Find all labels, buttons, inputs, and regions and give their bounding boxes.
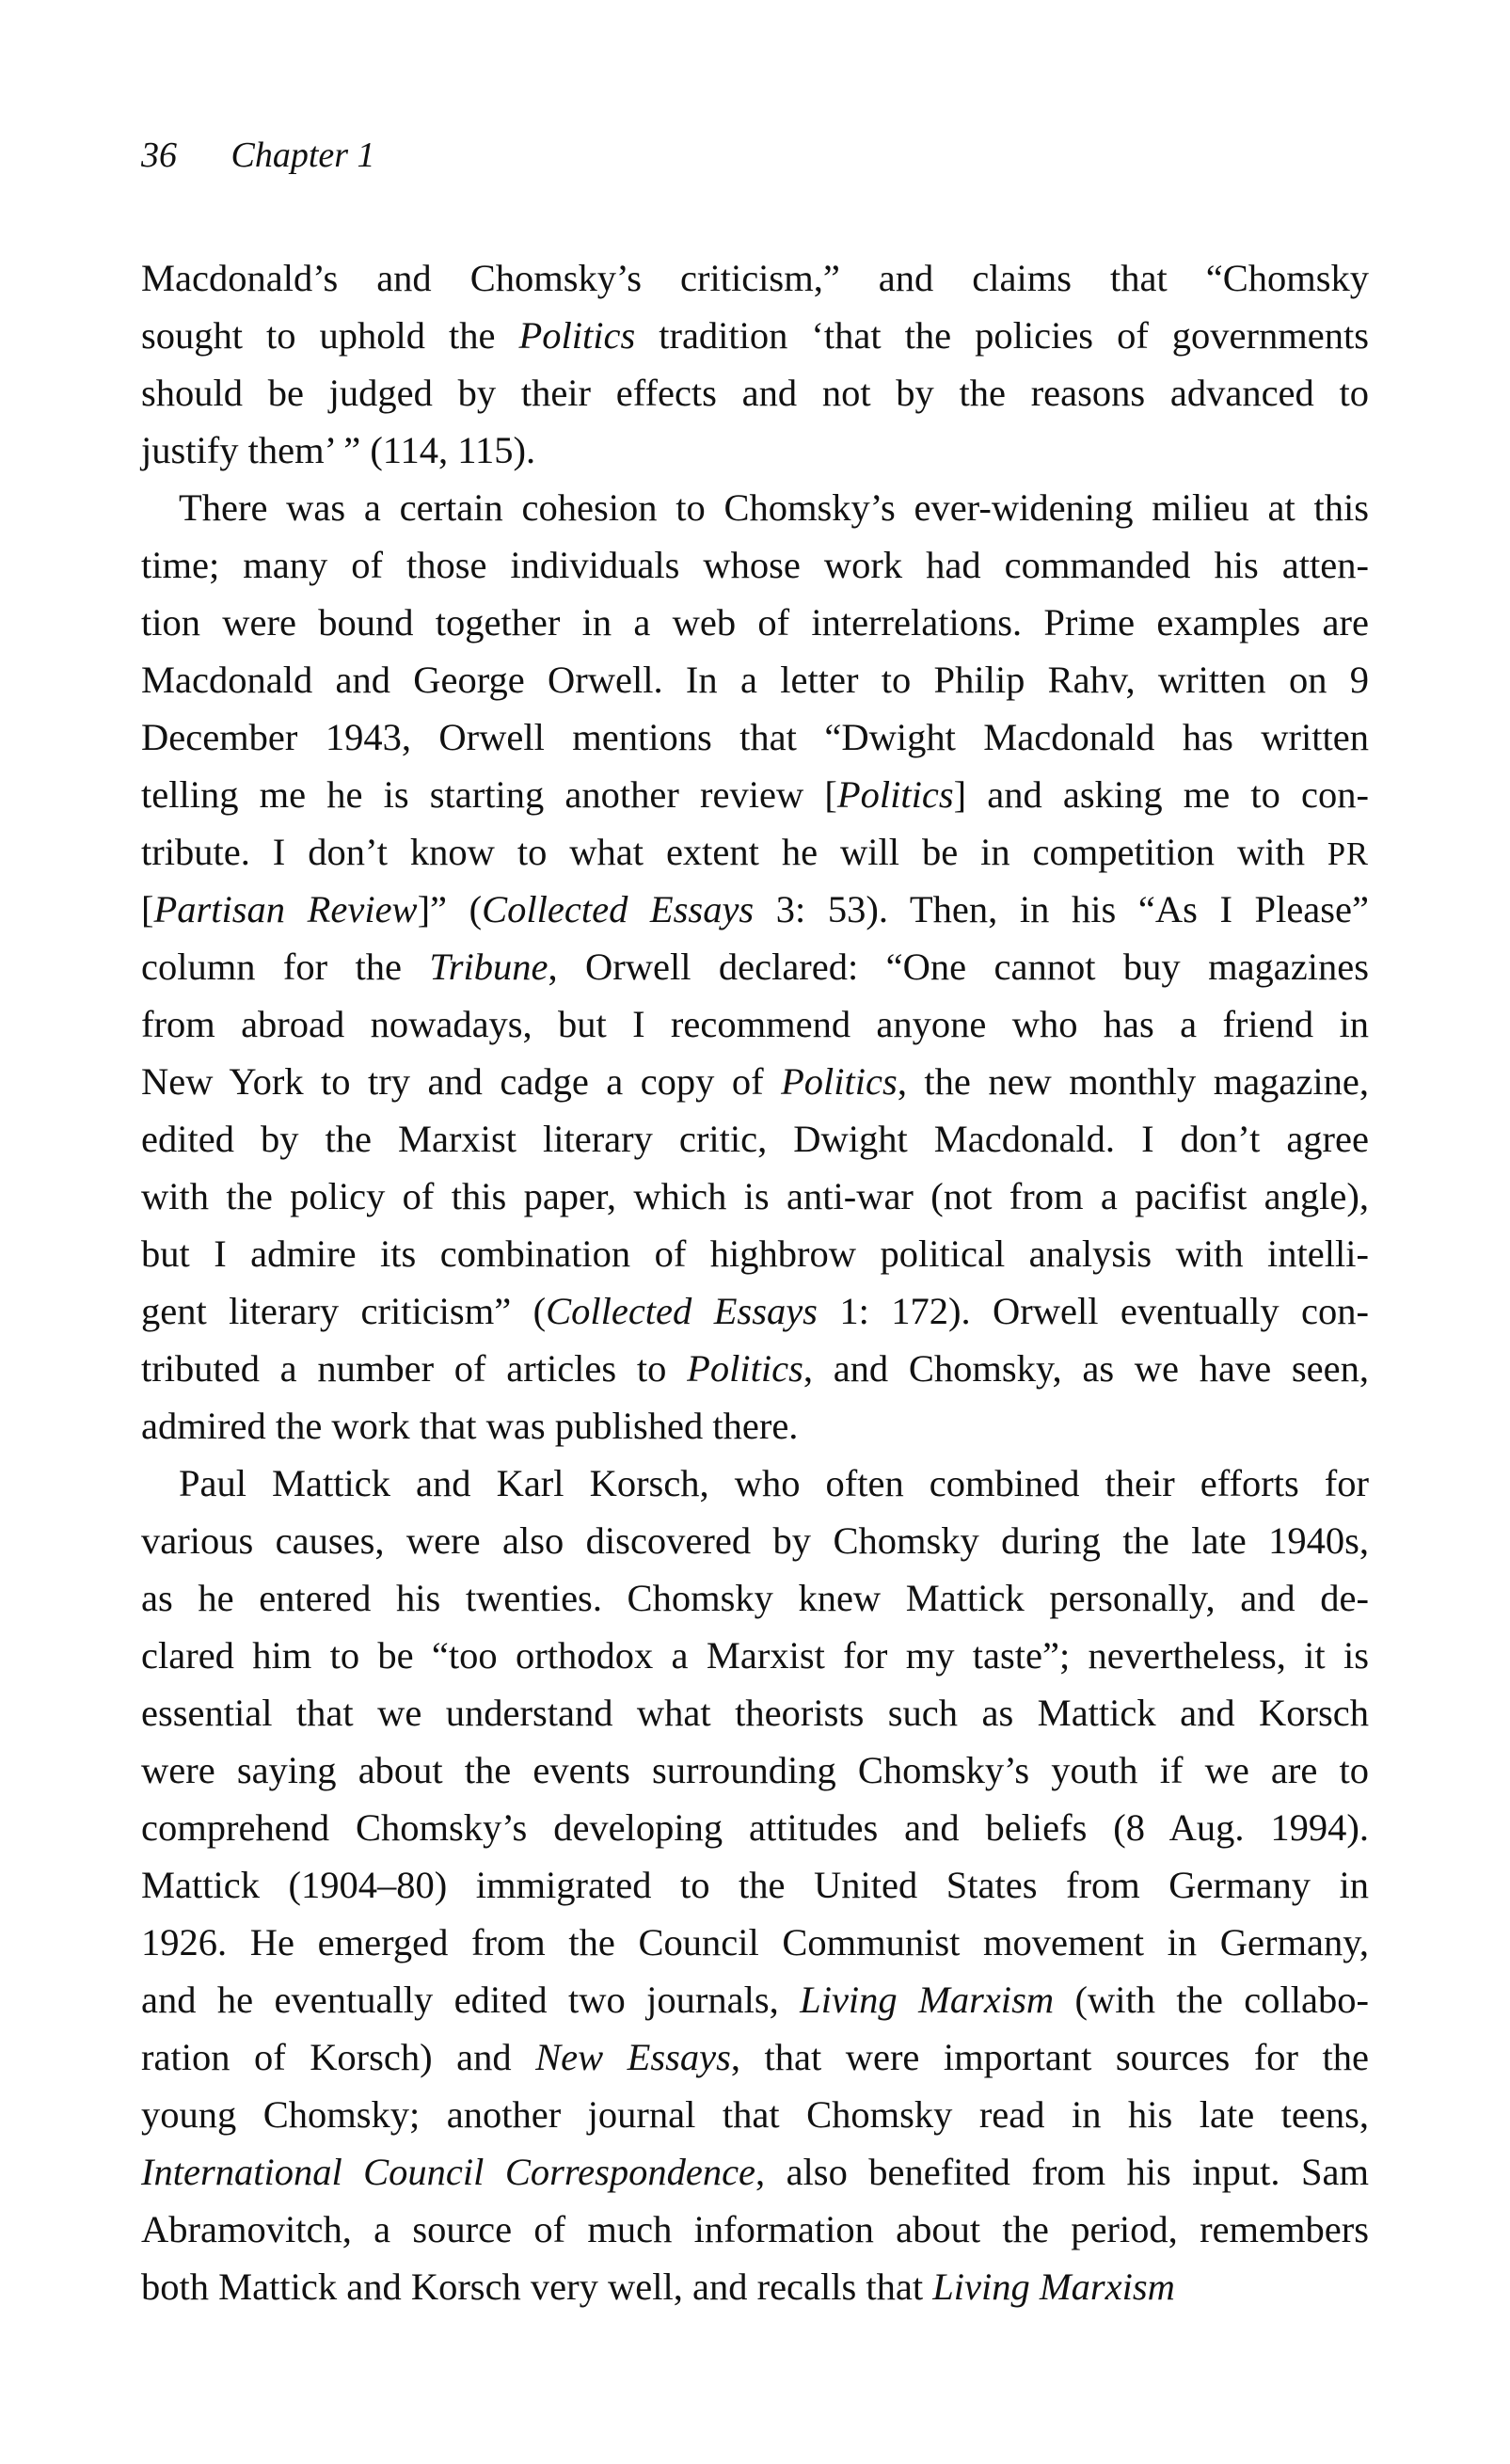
text-run: essential that we understand what theorists such as Mattick and Korsch <box>141 1692 1369 1734</box>
text-line <box>141 1627 1369 1684</box>
text-run: tradition ‘that the policies of governments <box>635 314 1369 357</box>
text-run: [ <box>141 888 154 930</box>
text-line <box>141 1741 1369 1799</box>
text-run: 1926. He emerged from the Council Communist movement in Germany, <box>141 1921 1369 1963</box>
text-run: both Mattick and Korsch very well, and recalls that <box>141 2265 933 2308</box>
text-line <box>141 1168 1369 1225</box>
text-line <box>141 938 1369 995</box>
running-head <box>141 132 375 179</box>
italic-text: New Essays <box>535 2036 731 2078</box>
text-run: 1: 172). Orwell eventually con- <box>817 1290 1369 1332</box>
italic-text: Living Marxism <box>800 1979 1055 2021</box>
text-line <box>141 1282 1369 1340</box>
chapter-title: Chapter 1 <box>230 135 375 175</box>
text-run: December 1943, Orwell mentions that “Dwight Macdonald has written <box>141 716 1369 758</box>
text-run: clared him to be “too orthodox a Marxist for my taste”; nevertheless, it is <box>141 1634 1369 1677</box>
text-line <box>141 823 1369 881</box>
text-line <box>141 1225 1369 1282</box>
text-run: from abroad nowadays, but I recommend anyone who has a friend in <box>141 1003 1369 1045</box>
text-run: gent literary criticism” ( <box>141 1290 547 1332</box>
italic-text: Politics <box>836 773 954 816</box>
text-line <box>141 249 1369 307</box>
text-run: comprehend Chomsky’s developing attitudes and beliefs (8 Aug. 1994). <box>141 1806 1369 1849</box>
text-line <box>141 1914 1369 1971</box>
text-run: , and Chomsky, as we have seen, <box>803 1347 1369 1390</box>
text-line <box>141 2086 1369 2143</box>
text-line <box>141 1799 1369 1856</box>
small-caps-text: PR <box>1327 836 1369 872</box>
text-line <box>141 1684 1369 1741</box>
text-line <box>141 708 1369 766</box>
text-run: Macdonald and George Orwell. In a letter to Philip Rahv, written on 9 <box>141 659 1369 701</box>
text-line <box>141 307 1369 364</box>
text-run: , that were important sources for the <box>730 2036 1370 2078</box>
text-run: admired the work that was published there. <box>141 1405 799 1447</box>
text-line <box>141 2201 1369 2258</box>
text-run: sought to uphold the <box>141 314 519 357</box>
italic-text: Politics <box>781 1060 898 1103</box>
text-line <box>141 995 1369 1053</box>
text-run: Macdonald’s and Chomsky’s criticism,” and claims that “Chomsky <box>141 257 1369 299</box>
text-run: ] and asking me to con- <box>953 773 1369 816</box>
text-line <box>141 766 1369 823</box>
text-run: There was a certain cohesion to Chomsky’s ever-widening milieu at this <box>179 486 1369 529</box>
text-run: edited by the Marxist literary critic, Dwight Macdonald. I don’t agree <box>141 1118 1369 1160</box>
text-line <box>141 1971 1369 2028</box>
text-run: should be judged by their effects and not by the reasons advanced to <box>141 372 1369 414</box>
text-run: with the policy of this paper, which is anti-war (not from a pacifist angle), <box>141 1175 1369 1217</box>
page-number: 36 <box>141 135 177 175</box>
text-run: time; many of those individuals whose work had commanded his atten- <box>141 544 1369 586</box>
text-line <box>141 1455 1369 1512</box>
text-run: ]” ( <box>417 888 483 930</box>
text-line <box>141 479 1369 536</box>
text-line <box>141 1340 1369 1397</box>
text-run: were saying about the events surrounding Chomsky’s youth if we are to <box>141 1749 1369 1791</box>
text-line <box>141 1569 1369 1627</box>
italic-text: Politics <box>518 314 636 357</box>
italic-text: Tribune <box>429 946 548 988</box>
text-run: various causes, were also discovered by Chomsky during the late 1940s, <box>141 1519 1369 1562</box>
text-line <box>141 651 1369 708</box>
text-run: ration of Korsch) and <box>141 2036 536 2078</box>
text-line <box>141 881 1369 938</box>
text-run: , Orwell declared: “One cannot buy magazines <box>548 946 1369 988</box>
text-run: Mattick (1904–80) immigrated to the United States from Germany in <box>141 1864 1369 1906</box>
text-run: telling me he is starting another review [ <box>141 773 837 816</box>
body-text <box>141 249 1369 2315</box>
text-line <box>141 364 1369 421</box>
text-run: Paul Mattick and Karl Korsch, who often combined their efforts for <box>179 1462 1369 1504</box>
text-run: Abramovitch, a source of much information about the period, remembers <box>141 2208 1369 2250</box>
text-line <box>141 1856 1369 1914</box>
text-line <box>141 421 1369 479</box>
text-line <box>141 1053 1369 1110</box>
text-run: tribute. I don’t know to what extent he will be in competition with <box>141 831 1327 873</box>
text-line <box>141 1110 1369 1168</box>
italic-text: Collected Essays <box>546 1290 818 1332</box>
text-line <box>141 1397 1369 1455</box>
text-run: tributed a number of articles to <box>141 1347 688 1390</box>
italic-text: Living Marxism <box>932 2265 1175 2308</box>
text-line <box>141 1512 1369 1569</box>
italic-text: Politics <box>687 1347 803 1390</box>
text-line <box>141 2143 1369 2201</box>
text-run: , the new monthly magazine, <box>897 1060 1369 1103</box>
italic-text: Collected Essays <box>482 888 755 930</box>
text-line <box>141 2258 1369 2315</box>
text-run: , also benefited from his input. Sam <box>755 2151 1369 2193</box>
text-run: New York to try and cadge a copy of <box>141 1060 782 1103</box>
text-line <box>141 2028 1369 2086</box>
text-run: as he entered his twenties. Chomsky knew Mattick personally, and de- <box>141 1577 1369 1619</box>
text-line <box>141 594 1369 651</box>
text-run: justify them’ ” (114, 115). <box>141 429 536 471</box>
text-run: young Chomsky; another journal that Chomsky read in his late teens, <box>141 2093 1369 2136</box>
text-run: column for the <box>141 946 430 988</box>
text-line <box>141 536 1369 594</box>
text-run: 3: 53). Then, in his “As I Please” <box>754 888 1369 930</box>
text-run: (with the collabo- <box>1054 1979 1369 2021</box>
italic-text: Partisan Review <box>153 888 418 930</box>
text-run: but I admire its combination of highbrow political analysis with intelli- <box>141 1232 1369 1275</box>
text-run: tion were bound together in a web of interrelations. Prime examples are <box>141 601 1369 644</box>
italic-text: International Council Correspondence <box>141 2151 756 2193</box>
text-run: and he eventually edited two journals, <box>141 1979 801 2021</box>
